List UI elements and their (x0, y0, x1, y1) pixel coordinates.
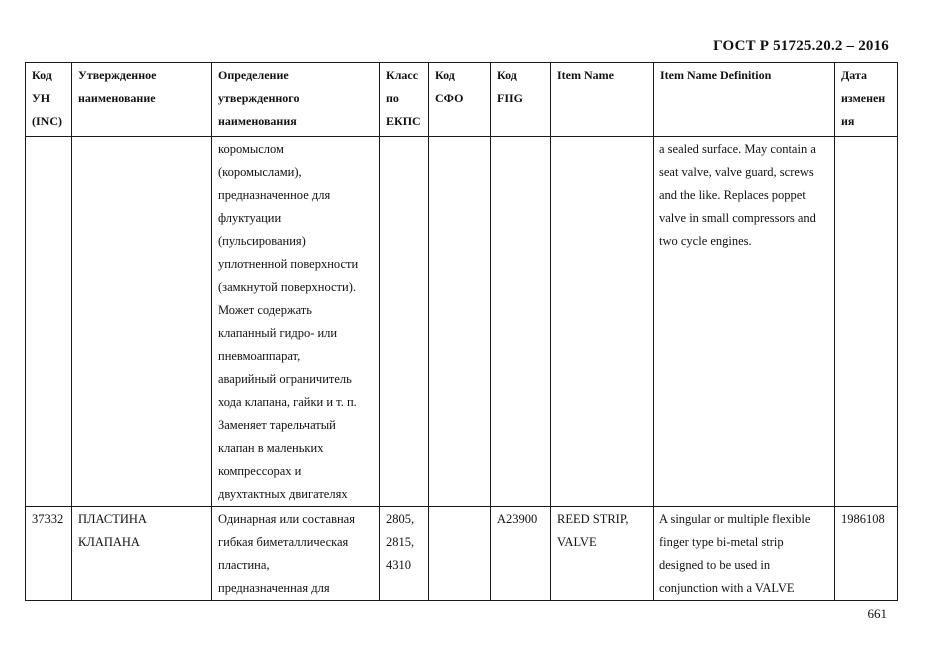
cell-change-date: 1986108 (835, 507, 898, 601)
text-line: Item Name (557, 68, 614, 82)
cell-fiig-code (491, 137, 551, 507)
text-line: designed to be used in (659, 558, 771, 572)
col-header-ekps-class (380, 63, 429, 137)
text-line: Item Name Definition (660, 68, 772, 82)
text-line: коромыслом (218, 142, 284, 156)
text-line: ЕКПС (386, 114, 421, 128)
text-line: пневмоаппарат, (218, 349, 301, 363)
text-line: ПЛАСТИНА (78, 512, 147, 526)
text-line: клапан в маленьких (218, 441, 324, 455)
cell-sfo-code (429, 137, 491, 507)
text-line: (замкнутой поверхности). (218, 280, 356, 294)
text-line: Код (497, 68, 517, 82)
text-line: КЛАПАНА (78, 535, 140, 549)
text-line: FIIG (497, 91, 524, 105)
col-header-sfo-code (429, 63, 491, 137)
text-line: компрессорах и (218, 464, 302, 478)
text-line: (INC) (32, 114, 62, 128)
text-line: Код (435, 68, 455, 82)
col-header-item-name (551, 63, 654, 137)
standard-title: ГОСТ Р 51725.20.2 – 2016 (713, 38, 889, 54)
text-line: two cycle engines. (659, 234, 752, 248)
text-line: conjunction with a VALVE (659, 581, 795, 595)
text-line: finger type bi-metal strip (659, 535, 784, 549)
text-line: предназначенная для (218, 581, 330, 595)
text-line: Дата (841, 68, 867, 82)
text-line: ия (841, 114, 855, 128)
table-row-entry (26, 507, 898, 601)
cell-inc: 37332 (26, 507, 72, 601)
cell-fiig-code: A23900 (491, 507, 551, 601)
text-line: Заменяет тарельчатый (218, 418, 336, 432)
cell-item-name (551, 507, 654, 601)
col-header-fiig-code (491, 63, 551, 137)
table-header-row (26, 63, 898, 137)
cell-ekps-class (380, 507, 429, 601)
text-line: (коромыслами), (218, 165, 302, 179)
cell-definition (212, 507, 380, 601)
text-line: гибкая биметаллическая (218, 535, 349, 549)
text-line: клапанный гидро- или (218, 326, 338, 340)
text-line: предназначенное для (218, 188, 331, 202)
text-line: изменен (841, 91, 886, 105)
text-line: A singular or multiple flexible (659, 512, 811, 526)
text-line: a sealed surface. May contain a (659, 142, 816, 156)
cell-approved-name (72, 137, 212, 507)
cell-item-name-definition (654, 507, 835, 601)
text-line: УН (32, 91, 51, 105)
cell-item-name-definition (654, 137, 835, 507)
cell-inc (26, 137, 72, 507)
data-table (25, 62, 898, 601)
cell-approved-name (72, 507, 212, 601)
text-line: Код (32, 68, 52, 82)
text-line: флуктуации (218, 211, 282, 225)
text-line: СФО (435, 91, 464, 105)
text-line: Утвержденное (78, 68, 157, 82)
text-line: пластина, (218, 558, 270, 572)
text-line: уплотненной поверхности (218, 257, 359, 271)
text-line: (пульсирования) (218, 234, 306, 248)
cell-item-name (551, 137, 654, 507)
text-line: 4310 (386, 558, 411, 572)
col-header-change-date (835, 63, 898, 137)
text-line: seat valve, valve guard, screws (659, 165, 814, 179)
text-line: VALVE (557, 535, 597, 549)
text-line: Может содержать (218, 303, 312, 317)
col-header-item-name-definition (654, 63, 835, 137)
text-line: and the like. Replaces poppet (659, 188, 806, 202)
col-header-inc (26, 63, 72, 137)
text-line: Одинарная или составная (218, 512, 355, 526)
text-line: valve in small compressors and (659, 211, 816, 225)
text-line: 2815, (386, 535, 415, 549)
table-row-continuation (26, 137, 898, 507)
col-header-definition (212, 63, 380, 137)
text-line: Определение (218, 68, 289, 82)
text-line: по (386, 91, 399, 105)
text-line: 2805, (386, 512, 415, 526)
cell-sfo-code (429, 507, 491, 601)
text-line: REED STRIP, (557, 512, 629, 526)
text-line: наименование (78, 91, 156, 105)
cell-ekps-class (380, 137, 429, 507)
text-line: утвержденного (218, 91, 300, 105)
text-line: аварийный ограничитель (218, 372, 352, 386)
text-line: двухтактных двигателях (218, 487, 348, 501)
cell-change-date (835, 137, 898, 507)
text-line: Класс (386, 68, 419, 82)
text-line: хода клапана, гайки и т. п. (218, 395, 357, 409)
col-header-approved-name (72, 63, 212, 137)
text-line: наименования (218, 114, 297, 128)
page-number: 661 (867, 606, 887, 621)
cell-definition (212, 137, 380, 507)
